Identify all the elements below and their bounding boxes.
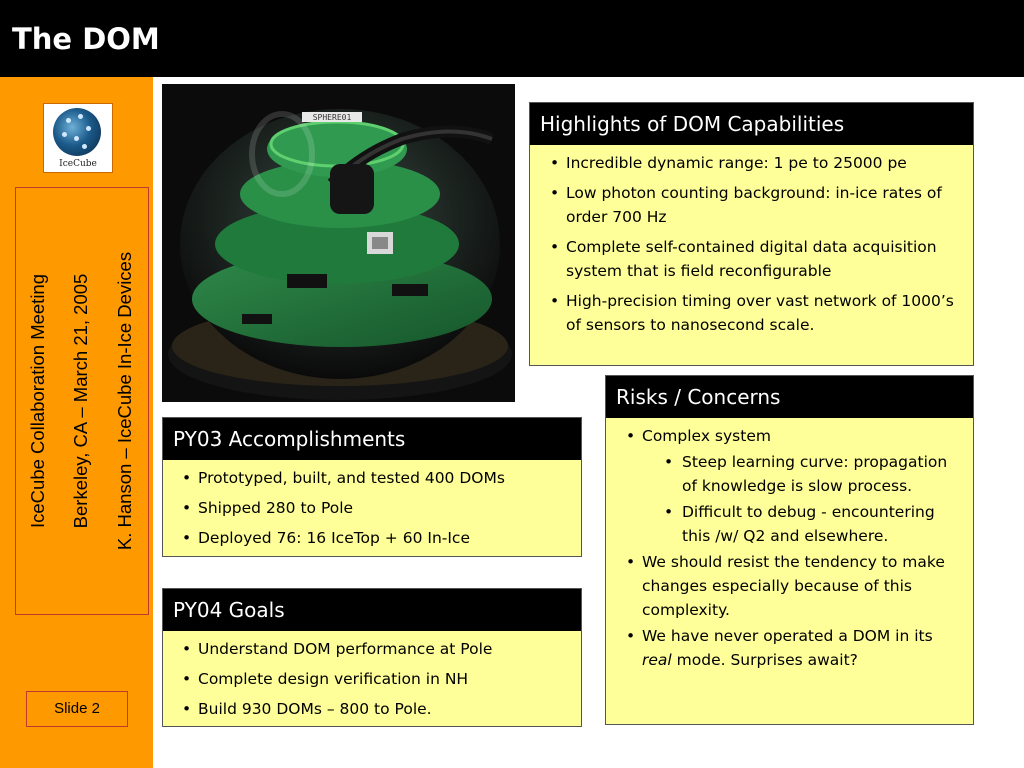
list-item: • Prototyped, built, and tested 400 DOMs — [198, 466, 573, 490]
author-line — [112, 191, 138, 611]
py03-panel — [162, 417, 582, 557]
list-item: • Incredible dynamic range: 1 pe to 25000 pe — [566, 151, 965, 175]
sub-list-item: • Steep learning curve: propagation of knowledge is slow process. — [682, 450, 965, 498]
logo-dot — [62, 132, 67, 137]
risks-header: Risks / Concerns — [606, 376, 973, 418]
icecube-logo — [43, 103, 113, 173]
logo-text: IceCube — [59, 159, 97, 169]
risks-panel — [605, 375, 974, 725]
logo-dot — [74, 136, 79, 141]
slide-title: The DOM — [12, 22, 160, 56]
list-item — [642, 624, 965, 672]
list-item: • Understand DOM performance at Pole — [198, 637, 573, 661]
highlights-panel — [529, 102, 974, 366]
slide-number: Slide 2 — [26, 691, 128, 727]
logo-globe-icon — [53, 108, 101, 156]
py04-header: PY04 Goals — [163, 589, 581, 631]
author-text: K. Hanson – IceCube In-Ice Devices — [114, 251, 135, 551]
location-date-text: Berkeley, CA – March 21, 2005 — [70, 273, 91, 529]
sub-list-item: • Difficult to debug - encountering this /w/ Q2 and elsewhere. — [682, 500, 965, 548]
highlights-header: Highlights of DOM Capabilities — [530, 103, 973, 145]
py04-list — [163, 631, 581, 721]
list-item: • Complete design verification in NH — [198, 667, 573, 691]
list-item: • Deployed 76: 16 IceTop + 60 In-Ice — [198, 526, 573, 550]
py03-list — [163, 460, 581, 550]
risk-emphasis: real — [642, 651, 672, 669]
list-item: • Low photon counting background: in-ice rates of order 700 Hz — [566, 181, 965, 229]
risk-text: mode. Surprises await? — [671, 651, 858, 669]
meeting-info-box — [15, 187, 149, 615]
list-item: • Complete self-contained digital data acquisition system that is field reconfigurable — [566, 235, 965, 283]
meeting-text: IceCube Collaboration Meeting — [27, 273, 48, 529]
list-item: • Complex system — [642, 424, 965, 448]
dom-photo-image — [162, 84, 515, 402]
title-bar — [0, 0, 1024, 77]
highlights-list — [530, 145, 973, 337]
logo-dot — [86, 126, 91, 131]
photo-label: SPHERE01 — [312, 113, 352, 122]
list-item: • High-precision timing over vast network of 1000’s of sensors to nanosecond scale. — [566, 289, 965, 337]
risk-text: We have never operated a DOM in its — [642, 627, 933, 645]
logo-dot — [78, 114, 83, 119]
list-item: • We should resist the tendency to make changes especially because of this complexity. — [642, 550, 965, 622]
py04-panel — [162, 588, 582, 727]
location-date-line — [68, 191, 94, 611]
risks-list — [606, 418, 973, 672]
list-item: • Build 930 DOMs – 800 to Pole. — [198, 697, 573, 721]
logo-dot — [66, 118, 71, 123]
logo-dot — [82, 144, 87, 149]
dom-photo — [162, 84, 515, 402]
py03-header: PY03 Accomplishments — [163, 418, 581, 460]
meeting-line — [25, 191, 51, 611]
list-item: • Shipped 280 to Pole — [198, 496, 573, 520]
